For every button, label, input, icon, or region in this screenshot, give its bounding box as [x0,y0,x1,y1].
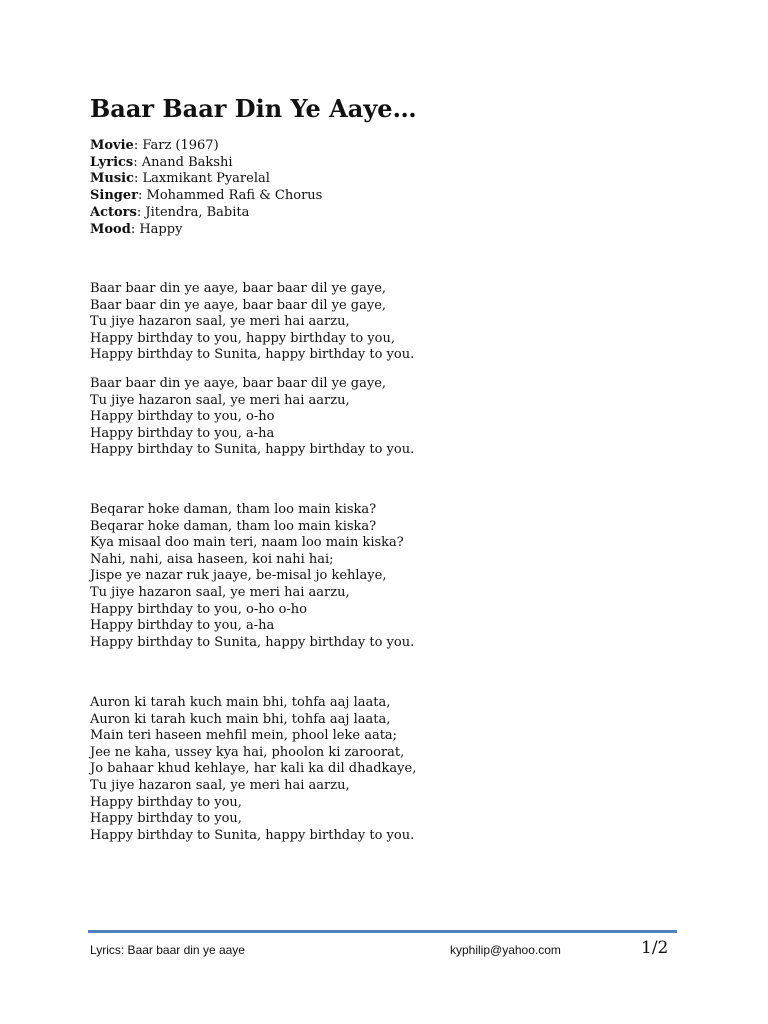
lyric-line: Jo bahaar khud kehlaye, har kali ka dil dhadkaye, [90,761,417,777]
lyrics-stanza-4 [90,695,416,844]
lyric-line: Baar baar din ye aaye, baar baar dil ye gaye, [90,281,387,296]
meta-key: Music [90,171,135,187]
lyric-line: Tu jiye hazaron saal, ye meri hai aarzu, [90,777,350,793]
meta-value: : Happy [130,221,183,237]
lyric-line: Happy birthday to Sunita, happy birthday to you. [90,442,415,458]
lyric-line: Beqarar hoke daman, tham loo main kiska? [90,518,377,534]
meta-value: : Laxmikant Pyarelal [134,171,270,187]
lyric-line: Happy birthday to Sunita, happy birthday to you. [90,827,415,843]
lyric-line: Beqarar hoke daman, tham loo main kiska? [90,502,377,517]
lyric-line: Baar baar din ye aaye, baar baar dil ye gaye, [90,297,387,313]
lyric-line: Baar baar din ye aaye, baar baar dil ye gaye, [90,376,387,391]
lyrics-stanza-3 [90,502,414,651]
footer-email: kyphilip@yahoo.com [450,943,561,957]
lyric-line: Jispe ye nazar ruk jaaye, be-misal jo kehlaye, [90,568,387,584]
meta-key: Actors [90,204,137,220]
lyric-line: Happy birthday to you, o-ho o-ho [90,601,308,617]
meta-value: : Farz (1967) [133,138,219,153]
lyric-line: Happy birthday to you, a-ha [90,618,275,634]
lyric-line: Auron ki tarah kuch main bhi, tohfa aaj laata, [90,695,391,710]
meta-value: : Jitendra, Babita [136,204,250,220]
footer-title: Lyrics: Baar baar din ye aaye [90,943,245,957]
footer-divider [88,930,677,933]
lyric-line: Happy birthday to Sunita, happy birthday to you. [90,634,415,650]
lyric-line: Kya misaal doo main teri, naam loo main kiska? [90,535,404,551]
page-title: Baar Baar Din Ye Aaye… [90,94,417,123]
meta-row-mood [90,222,322,239]
lyric-line: Jee ne kaha, ussey kya hai, phoolon ki zaroorat, [90,744,405,760]
lyric-line: Happy birthday to you, happy birthday to you, [90,330,395,346]
lyric-line: Happy birthday to you, [90,811,242,827]
lyric-line: Nahi, nahi, aisa haseen, koi nahi hai; [90,551,334,567]
lyric-line: Tu jiye hazaron saal, ye meri hai aarzu, [90,314,350,330]
lyric-line: Main teri haseen mehfil mein, phool leke aata; [90,728,398,744]
lyrics-stanza-2 [90,376,414,459]
lyric-line: Tu jiye hazaron saal, ye meri hai aarzu, [90,392,350,408]
lyrics-stanza-1 [90,281,414,364]
meta-row-music [90,171,322,188]
meta-key: Movie [90,138,134,153]
song-metadata [90,138,322,238]
meta-value: : Anand Bakshi [133,154,233,170]
meta-value: : Mohammed Rafi & Chorus [138,188,323,204]
page-number: 1/2 [641,938,669,958]
meta-key: Mood [90,221,131,237]
lyric-line: Tu jiye hazaron saal, ye meri hai aarzu, [90,584,350,600]
lyric-line: Happy birthday to you, o-ho [90,409,275,425]
meta-row-movie [90,138,322,155]
meta-key: Singer [90,188,138,204]
lyric-line: Happy birthday to you, a-ha [90,425,275,441]
meta-key: Lyrics [90,154,134,170]
lyric-line: Auron ki tarah kuch main bhi, tohfa aaj laata, [90,711,391,727]
lyric-line: Happy birthday to Sunita, happy birthday to you. [90,347,415,363]
lyric-line: Happy birthday to you, [90,794,242,810]
meta-row-singer [90,188,322,205]
meta-row-lyrics [90,155,322,172]
meta-row-actors [90,205,322,222]
